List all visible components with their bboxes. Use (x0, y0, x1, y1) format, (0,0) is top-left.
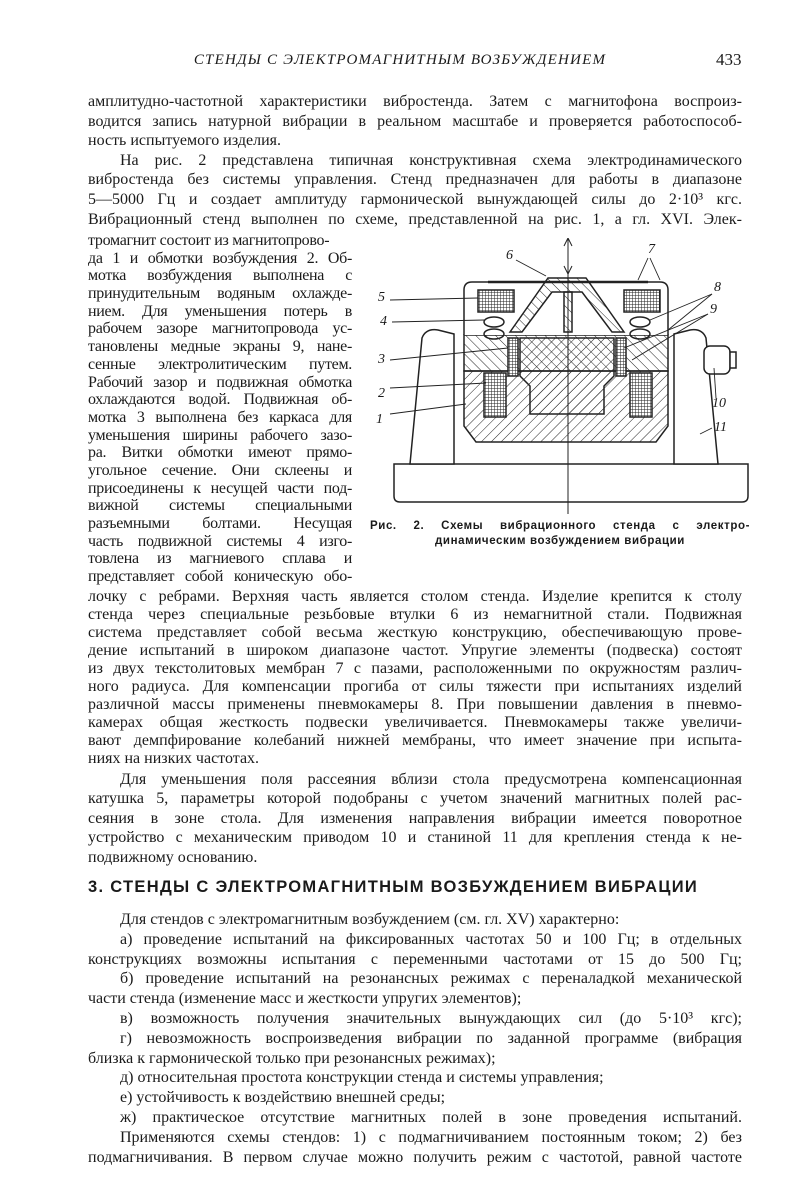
text-line: рабочем зазоре магнитопровода ус- (88, 320, 352, 338)
text-line: из двух текстолитовых мембран 7 с пазами, расположенными по окружностям различ- (88, 660, 742, 677)
compensation-coil-5-left (478, 290, 514, 312)
text-line: ра. Витки обмотки имеют прямо- (88, 444, 352, 462)
text-line: уменьшения ширины рабочего зазо- (88, 426, 352, 444)
narrow-column-text (88, 232, 352, 586)
text-line: д) относительная простота конструкции стенда и системы управления; (120, 1069, 604, 1087)
text-line: сеяния в зоне стола. Для изменения направления вибрации имеется поворотное (88, 809, 742, 827)
text-line: конструкциях возможны испытания с переменными частотами от 15 до 500 Гц; (88, 950, 742, 968)
text-line: На рис. 2 представлена типичная конструктивная схема электродинамического (120, 151, 742, 169)
text-line: тановлены медные экраны 9, нане- (88, 338, 352, 356)
text-line: амплитудно-частотной характеристики вибростенда. Затем с магнитофона воспроиз- (88, 93, 742, 110)
text-line: ж) практическое отсутствие магнитных полей в зоне проведения испытаний. (120, 1108, 742, 1126)
section-body (88, 910, 742, 1167)
text-line: вижной системы специальными (88, 497, 352, 515)
text-line: дение испытаний в широком диапазоне частот. Упругие элементы (подвеска) состоят (88, 642, 742, 659)
text-line: Вибрационный стенд выполнен по схеме, представленной на рис. 1, а гл. XVI. Элек- (88, 210, 742, 228)
text-line: в) возможность получения значительных вынуждающих сил (до 5·10³ кгс); (120, 1009, 742, 1027)
center-pole (520, 338, 614, 414)
text-line: ного радиуса. Для компенсации прогиба от силы тяжести при испытаниях изделий (88, 678, 742, 695)
text-line: Применяются схемы стендов: 1) с подмагничиванием постоянным током; 2) без (120, 1128, 742, 1146)
text-line: тромагнит состоит из магнитопрово- (88, 232, 330, 249)
text-line: присоединены к несущей части под- (88, 479, 352, 497)
text-line: угольное сечение. Они склеены и (88, 461, 352, 479)
text-line: б) проведение испытаний на резонансных режимах с переналадкой механической (120, 970, 742, 988)
label-1: 1 (376, 412, 383, 427)
text-line: лочку с ребрами. Верхняя часть является столом стенда. Изделие крепится к столу (88, 588, 742, 605)
drive-10 (704, 346, 730, 374)
text-line: г) невозможность воспроизведения вибрации по заданной программе (вибрация (120, 1029, 742, 1047)
text-line: вают демпфирование колебаний нижней мембраны, что имеет значение при испыта- (88, 732, 742, 749)
text-line: ность испытуемого изделия. (88, 132, 282, 150)
text-line: мотка 3 выполнена без каркаса для (88, 408, 352, 426)
moving-coil-3-right (616, 338, 626, 376)
text-line: Для уменьшения поля рассеяния вблизи стола предусмотрена компенсационная (120, 771, 742, 788)
text-line: система представляет собой весьма жесткую конструкцию, обеспечивающую прове- (88, 624, 742, 641)
text-line: принудительным водяным охлажде- (88, 285, 352, 303)
label-10: 10 (712, 396, 726, 411)
label-4: 4 (380, 314, 387, 329)
text-line: а) проведение испытаний на фиксированных частотах 50 и 100 Гц; в отдельных (120, 930, 742, 948)
text-line: водится запись натурной вибрации в реальном масштабе и проверяется работоспособ- (88, 112, 742, 130)
label-7: 7 (648, 242, 655, 257)
text-line: мотка возбуждения выполнена с (88, 267, 352, 285)
running-header: СТЕНДЫ С ЭЛЕКТРОМАГНИТНЫМ ВОЗБУЖДЕНИЕМ (193, 52, 607, 68)
text-line: охлаждаются водой. Подвижная об- (88, 391, 352, 409)
section-heading: 3. СТЕНДЫ С ЭЛЕКТРОМАГНИТНЫМ ВОЗБУЖДЕНИЕМ ВИБРАЦИИ (88, 878, 699, 896)
frame-11-left (410, 330, 454, 464)
text-line: устройство с механическим приводом 10 и станиной 11 для крепления стенда к не- (88, 829, 742, 847)
text-line: разъемными болтами. Несущая (88, 515, 352, 532)
text-line: да 1 и обмотки возбуждения 2. Об- (88, 249, 352, 267)
label-3: 3 (378, 352, 385, 367)
text-line: часть подвижной системы 4 изго- (88, 532, 352, 550)
text-line: Рабочий зазор и подвижная обмотка (88, 373, 352, 391)
text-line: подмагничивания. В первом случае можно получить режим с частотой, равной частоте (88, 1148, 742, 1166)
text-line: нием. Для уменьшения потерь в (88, 302, 352, 320)
compensation-paragraph (88, 770, 742, 867)
label-8: 8 (714, 280, 721, 295)
text-line: Для стендов с электромагнитным возбуждением (см. гл. XV) характерно: (120, 911, 620, 928)
stand-schematic (368, 238, 760, 514)
label-9: 9 (710, 302, 717, 317)
intro-paragraphs (88, 92, 742, 229)
label-6: 6 (506, 248, 513, 263)
text-line: товлена из магниевого сплава и (88, 550, 352, 568)
text-line: сенные электролитическим путем. (88, 355, 352, 373)
label-2: 2 (378, 386, 385, 401)
figure-vibration-stand (368, 238, 760, 514)
base (394, 464, 748, 502)
text-line: катушка 5, параметры которой подобраны с учетом значений магнитных полей рас- (88, 790, 742, 808)
caption-line: динамическим возбуждением вибрации (435, 535, 685, 547)
caption-line: Рис. 2. Схемы вибрационного стенда с электро- (370, 520, 750, 532)
text-line: близка к гармонической только при резонансных режимах); (88, 1049, 496, 1067)
text-line: вибростенда без системы управления. Стенд предназначен для работы в диапазоне (88, 171, 742, 189)
text-line: части стенда (изменение масс и жесткости упругих элементов); (88, 990, 522, 1008)
text-line: различной массы применены пневмокамеры 8. При повышении давления в пневмо- (88, 696, 742, 713)
excitation-coil-2-right (630, 373, 652, 417)
excitation-coil-2-left (484, 373, 506, 417)
label-11: 11 (714, 420, 727, 435)
text-line: подвижному основанию. (88, 848, 258, 866)
compensation-coil-5-right (624, 290, 660, 312)
label-5: 5 (378, 290, 385, 305)
text-line: представляет собой коническую обо- (88, 568, 352, 586)
figure-caption (370, 519, 750, 549)
text-line: камерах общая жесткость подвески увеличивается. Пневмокамеры также увеличи- (88, 714, 742, 731)
continuation-paragraph (88, 588, 742, 768)
text-line: стенда через специальные резьбовые втулки 6 из немагнитной стали. Подвижная (88, 606, 742, 623)
text-line: 5—5000 Гц и создает амплитуду гармонической вынуждающей силы до 2·10³ кгс. (88, 190, 742, 208)
text-line: е) устойчивость к воздействию внешней среды; (120, 1089, 446, 1107)
text-line: ниях на низких частотах. (88, 750, 260, 767)
page-number: 433 (716, 50, 742, 69)
moving-coil-3-left (508, 338, 518, 376)
